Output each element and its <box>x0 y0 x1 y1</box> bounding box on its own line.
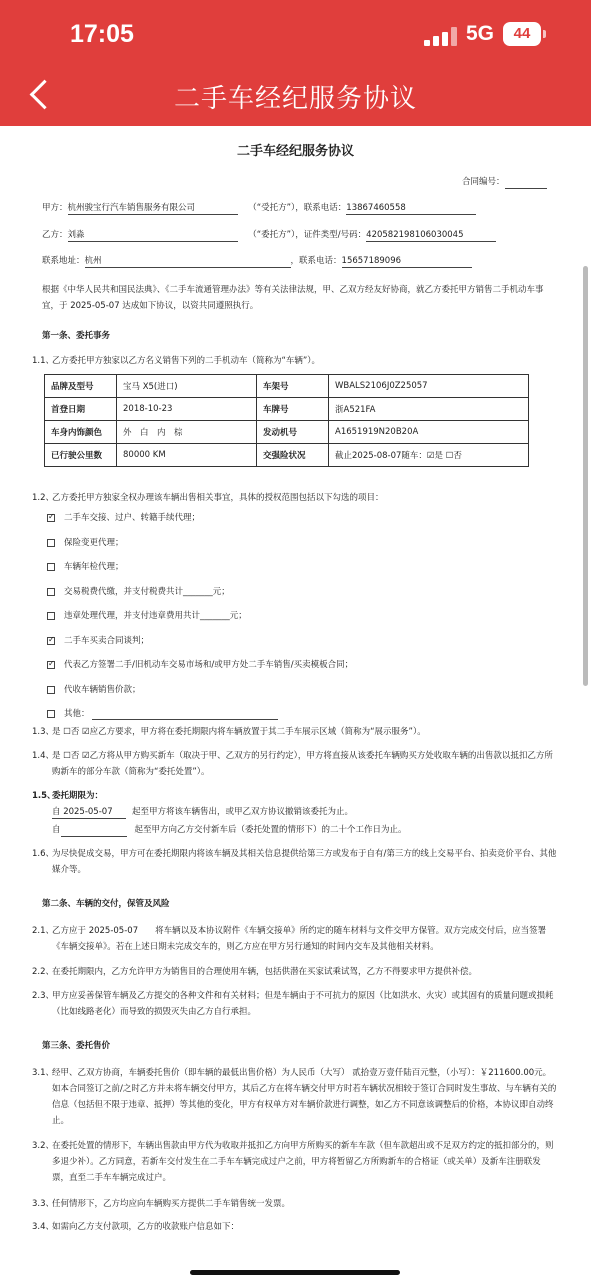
option-checkbox[interactable] <box>47 710 55 718</box>
option-label: 二手车交接、过户、转籍手续代理； <box>64 513 201 523</box>
option-label: 其他： <box>64 709 90 719</box>
section-3-title: 第三条、委托售价 <box>42 1041 111 1051</box>
document-page[interactable] <box>0 126 591 1280</box>
clause-2-3: 2.3、 甲方应妥善保管车辆及乙方提交的各种文件和有关材料；但是车辆由于不可抗力的原因（比如洪水、火灾）或其固有的质量问题或损耗（比如线路老化）而导致的损毁灭失由乙方自行承担。 <box>32 991 554 1017</box>
clause-1-5: 1.5、 委托期限为： <box>32 791 104 801</box>
vehicle-table <box>44 374 529 467</box>
other-underline <box>92 719 278 720</box>
clause-3-3: 3.3、 任何情形下，乙方均应向车辆购买方提供二手车销售统一发票。 <box>32 1199 291 1209</box>
option-label: 保险变更代理； <box>64 537 124 548</box>
term-line-2: 自 起至甲方向乙方交付新车后（委托处置的情形下）的二十个工作日为止。 <box>52 825 407 835</box>
section-2-title: 第二条、车辆的交付，保管及风险 <box>42 899 170 909</box>
option-checkbox[interactable] <box>47 661 55 669</box>
status-time: 17:05 <box>70 20 134 48</box>
option-checkbox[interactable] <box>47 612 55 620</box>
option-checkbox[interactable] <box>47 539 55 547</box>
battery-icon: 44 <box>503 22 541 46</box>
option-checkbox[interactable] <box>47 637 55 645</box>
clause-1-2: 1.2、 乙方委托甲方独家全权办理该车辆出售相关事宜，具体的授权范围包括以下勾选的项目： <box>32 493 384 503</box>
nav-title: 二手车经纪服务协议 <box>173 84 417 114</box>
network-type: 5G <box>466 22 495 45</box>
signal-icon <box>424 26 458 46</box>
term-line-1: 自 2025-05-07 起至甲方将该车辆售出，或甲乙双方协议撤销该委托为止。 <box>52 807 354 817</box>
home-indicator[interactable] <box>190 1270 400 1275</box>
contract-no: 合同编号： <box>462 176 547 189</box>
intro-paragraph: 根据《中华人民共和国民法典》、《二手车流通管理办法》等有关法律法规，甲、乙双方经友好协商，就乙方委托甲方销售二手机动车事宜，于 2025-05-07 达成如下协议，以资共同遵照执行。 <box>42 285 544 311</box>
option-label: 交易税费代缴，并支付税费共计_______元； <box>64 586 230 597</box>
clause-3-4: 3.4、 如需向乙方支付款项，乙方的收款账户信息如下： <box>32 1222 240 1232</box>
option-label: 代收车辆销售价款； <box>64 684 141 695</box>
scrollbar[interactable] <box>583 266 588 686</box>
party-b: 乙方：刘淼 （“委托方”），证件类型/号码：420582198106030045 <box>42 229 496 242</box>
option-label: 违章处理代理，并支付违章费用共计_______元； <box>64 611 247 621</box>
clause-1-4: 1.4、 是 ☐否 ☑乙方将从甲方购买新车（取决于甲、乙双方的另行约定），甲方将直接从该委托车辆购买方处收取车辆的出售款以抵扣乙方所购新车的部分车款（简称为“委托处置”）。 <box>32 751 553 777</box>
top-bar <box>0 0 591 126</box>
clause-1-6: 1.6、 为尽快促成交易，甲方可在委托期限内将该车辆及其相关信息提供给第三方或发布于自有/第三方的线上交易平台、拍卖竞价平台、其他媒介等。 <box>32 849 557 875</box>
clause-1-1: 1.1、 乙方委托甲方独家以乙方名义销售下列的二手机动车（简称为“车辆”）。 <box>32 356 321 366</box>
option-checkbox[interactable] <box>47 563 55 571</box>
table-row: 车身内饰颜色 外 白 内 棕 发动机号 A1651919N20B20A <box>45 421 529 444</box>
option-checkbox[interactable] <box>47 686 55 694</box>
table-row: 已行驶公里数 80000 KM 交强险状况 截止2025-08-07随车：☑是 ☐否 <box>45 444 529 467</box>
option-checkbox[interactable] <box>47 588 55 596</box>
party-a: 甲方：杭州骏宝行汽车销售服务有限公司 （“受托方”），联系电话：13867460558 <box>42 202 476 215</box>
clause-2-2: 2.2、 在委托期限内，乙方允许甲方为销售目的合理使用车辆，包括供潜在买家试乘试驾，乙方不得要求甲方提供补偿。 <box>32 967 478 977</box>
option-label: 二手车买卖合同谈判； <box>64 635 150 646</box>
table-row: 首登日期 2018-10-23 车牌号 浙A521FA <box>45 398 529 421</box>
option-label: 车辆年检代理； <box>64 562 124 572</box>
clause-3-1: 3.1、 经甲、乙双方协商，车辆委托售价（即车辆的最低出售价格）为人民币（大写） 贰拾壹万壹仟陆百元整，（小写）：￥211600.00元。如本合同签订之前/之时乙方并未将车辆交付甲方，其后乙方在将车辆交付甲方时若车辆状况相较于签订合同时发生事故、与车辆有关的信息（包括但不限于违章、抵押）等其他的变化，甲方有权单方对车辆价款进行调整，如乙方不同意该调整后的价格，本协议即自动终止。 <box>32 1068 557 1126</box>
table-row: 品牌及型号 宝马 X5(进口) 车架号 WBALS2106J0Z25057 <box>45 375 529 398</box>
option-checkbox[interactable] <box>47 514 55 522</box>
option-label: 代表乙方签署二手/旧机动车交易市场和/或甲方处二手车销售/买卖模板合同； <box>64 660 354 670</box>
clause-2-1: 2.1、 乙方应于 2025-05-07 将车辆以及本协议附件《车辆交接单》所约定的随车材料与文件交甲方保管。双方完成交付后，应当签署《车辆交接单》。若在上述日期未完成交车的，则乙方应在甲方另行通知的时间内交车及其他相关材料。 <box>32 926 547 952</box>
clause-1-3: 1.3、 是 ☐否 ☑应乙方要求，甲方将在委托期限内将车辆放置于其二手车展示区域（简称为“展示服务”）。 <box>32 727 426 737</box>
clause-3-2: 3.2、 在委托处置的情形下，车辆出售款由甲方代为收取并抵扣乙方向甲方所购买的新车车款（但车款超出或不足双方约定的抵扣部分的，则多退少补）。乙方同意，若新车交付发生在二手车车辆完成过户之前，甲方将暂留乙方所购新车的合格证（或关单）及新车注册联发票，直至二手车车辆完成过户。 <box>32 1141 554 1183</box>
doc-title: 二手车经纪服务协议 <box>236 144 354 159</box>
section-1-title: 第一条、委托事务 <box>42 331 111 341</box>
address: 联系地址：杭州 ，联系电话：15657189096 <box>42 255 472 268</box>
